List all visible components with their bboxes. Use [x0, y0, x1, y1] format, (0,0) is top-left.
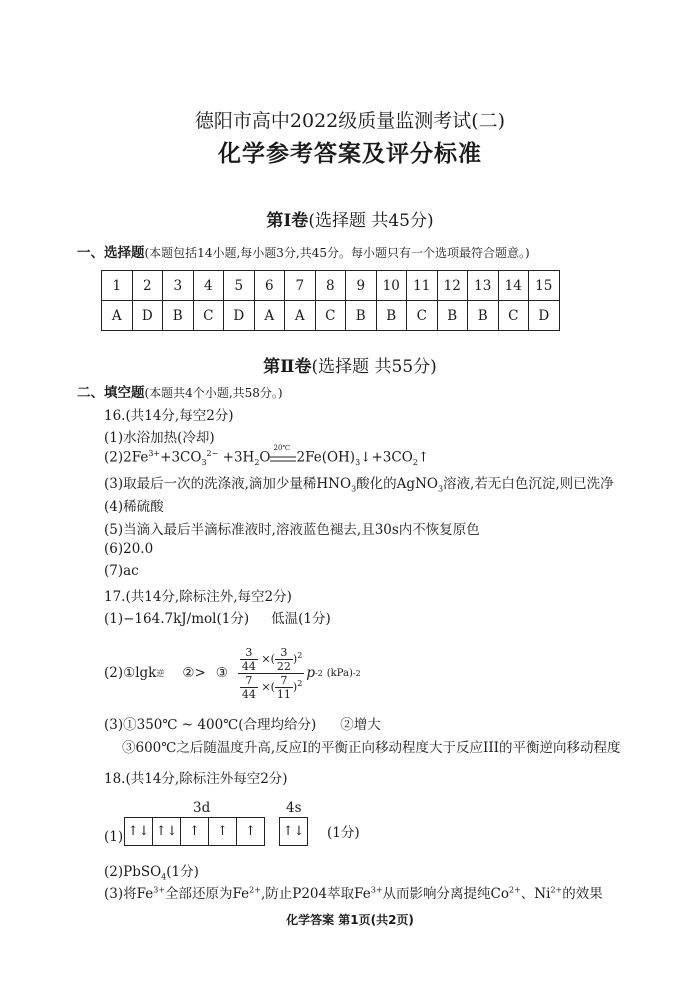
exam-title: 德阳市高中2022级质量监测考试(二)	[194, 110, 506, 132]
unit: (kPa)	[326, 667, 353, 679]
q16-heading: 16.(共14分,每空2分)	[104, 408, 234, 424]
fraction-numerator: 7	[245, 673, 253, 687]
q16-answer-1: (1)水浴加热(冷却)	[104, 430, 215, 446]
part1-title: 第Ⅰ卷	[266, 211, 309, 231]
question-number: 12	[437, 271, 468, 301]
question-number: 4	[193, 271, 224, 301]
orbital-box: ↑↓	[282, 824, 305, 839]
superscript: 2+	[249, 885, 261, 895]
subscript: 2	[412, 458, 418, 468]
answer-cell: B	[163, 301, 194, 331]
part1-title-paren: (选择题 共45分)	[308, 211, 434, 231]
fraction-numerator: 3	[245, 645, 253, 659]
subscript: 2	[254, 458, 260, 468]
answer-cell: D	[224, 301, 255, 331]
subscript: 逆	[156, 668, 165, 678]
answer-cell: C	[193, 301, 224, 331]
answer-cell: A	[254, 301, 285, 331]
q17-answer-3-explanation: ③600℃之后随温度升高,反应I的平衡正向移动程度大于反应III的平衡逆向移动程度	[122, 740, 621, 756]
reaction-arrow	[270, 444, 296, 464]
question-number: 13	[468, 271, 499, 301]
subscript: 3	[437, 484, 444, 494]
part2-heading	[0, 352, 700, 377]
times-sign: ×	[261, 680, 271, 693]
orbital-box: ↑	[209, 818, 237, 845]
page-footer: 化学答案 第1页(共2页)	[286, 913, 414, 927]
answer-cell: D	[132, 301, 163, 331]
question-number: 5	[224, 271, 255, 301]
q16-answer-3	[104, 472, 614, 494]
subscript: 4	[161, 872, 167, 882]
equals-sign-icon	[270, 455, 296, 463]
question-number: 8	[315, 271, 346, 301]
orbital-label-3d: 3d	[193, 800, 211, 816]
answer-cell: A	[102, 301, 133, 331]
fraction-denominator: 11	[276, 687, 291, 701]
question-number: 3	[163, 271, 194, 301]
text: 全部还原为Fe	[165, 886, 250, 902]
text: +3H	[218, 449, 255, 466]
reaction-condition: 20℃	[273, 444, 291, 452]
question-number: 10	[376, 271, 407, 301]
q17-answer-3	[104, 713, 381, 733]
times-sign: ×	[261, 652, 271, 665]
text: ↓+3CO	[360, 449, 413, 466]
q18-answer-3	[104, 882, 603, 902]
answer-cell: C	[315, 301, 346, 331]
exponent: -2	[314, 668, 323, 678]
q18-answer-2	[104, 860, 199, 882]
text: (2)①lgk	[104, 665, 157, 681]
answer-table-number-row	[102, 271, 560, 301]
superscript: 3+	[370, 885, 383, 895]
q16-answer-2	[104, 444, 430, 468]
section2-desc: (本题共4个小题,共58分。)	[144, 386, 283, 400]
question-number: 7	[285, 271, 316, 301]
question-number: 11	[407, 271, 438, 301]
fraction-denominator: 44	[241, 659, 256, 673]
temperature-answer: 低温(1分)	[271, 611, 331, 627]
q16-answer-5: (5)当滴入最后半滴标准液时,溶液蓝色褪去,且30s内不恢复原色	[104, 522, 480, 538]
section1-heading	[77, 241, 530, 261]
orbital-box: ↑	[245, 824, 256, 839]
answer-cell: B	[437, 301, 468, 331]
text: 酸化的AgNO	[356, 476, 438, 492]
question-number: 9	[346, 271, 377, 301]
q18-heading: 18.(共14分,除标注外每空2分)	[104, 771, 288, 787]
enthalpy-answer: (1)−164.7kJ/mol(1分)	[104, 611, 250, 627]
document-title: 化学参考答案及评分标准	[218, 140, 482, 167]
text: 的效果	[562, 886, 603, 902]
answer-cell: B	[468, 301, 499, 331]
q16-answer-6: (6)20.0	[104, 541, 154, 557]
section2-heading	[77, 381, 283, 401]
text: +3CO	[160, 449, 202, 466]
answer-cell: D	[529, 301, 560, 331]
orbital-label-4s: 4s	[286, 800, 302, 816]
answer-cell: B	[376, 301, 407, 331]
text: 从而影响分离提纯Co	[382, 886, 509, 902]
superscript: 2+	[509, 885, 521, 895]
orbital-box: ↑↓	[153, 818, 181, 845]
text: ②>	[182, 665, 206, 681]
superscript: 3+	[148, 449, 161, 458]
question-number: 15	[529, 271, 560, 301]
orbital-diagram-3d	[124, 817, 265, 846]
part2-title: 第Ⅱ卷	[263, 357, 312, 377]
superscript: 2+	[550, 885, 563, 895]
subscript: 3	[351, 484, 357, 494]
exponent: 2	[297, 650, 303, 660]
fraction-numerator: 7	[280, 673, 288, 687]
text: (1分)	[166, 864, 199, 880]
text: (3)取最后一次的洗涤液,滴加少量稀HNO	[104, 476, 352, 492]
q16-answer-4: (4)稀硫酸	[104, 499, 164, 515]
text: (2)PbSO	[104, 864, 162, 880]
kp-denominator: $\frac{7}{44}$ ×( $\frac{7}{11}$ )$^2$	[241, 673, 303, 701]
orbital-box: ↑	[181, 818, 209, 845]
q17-heading: 17.(共14分,除标注外,每空2分)	[104, 589, 292, 605]
text: O	[259, 449, 271, 466]
question-number: 14	[498, 271, 529, 301]
text: ↑	[417, 449, 430, 466]
trend-answer: ②增大	[340, 717, 381, 733]
section1-label: 一、选择题	[77, 245, 145, 261]
text: (2)2Fe	[104, 449, 149, 466]
answer-cell: C	[407, 301, 438, 331]
exponent: 2	[297, 678, 303, 688]
answer-table-answer-row	[102, 301, 560, 331]
fraction-numerator: 3	[280, 645, 288, 659]
fraction-denominator: 22	[276, 659, 291, 673]
question-number: 6	[254, 271, 285, 301]
text: 、Ni	[520, 886, 551, 902]
superscript: 2−	[206, 449, 219, 458]
answer-cell: C	[498, 301, 529, 331]
orbital-diagram-4s	[279, 817, 308, 846]
part1-heading	[0, 206, 700, 231]
part2-title-paren: (选择题 共55分)	[311, 357, 437, 377]
text: 2Fe(OH)	[296, 449, 356, 466]
text: ③	[215, 665, 228, 681]
section2-label: 二、填空题	[77, 385, 145, 401]
q18-answer-1-score: (1分)	[327, 825, 360, 841]
question-number: 1	[102, 271, 133, 301]
kp-numerator: $\frac{3}{44}$ ×( $\frac{3}{22}$ )$^2$	[241, 645, 303, 673]
subscript: 3	[201, 458, 207, 468]
pressure-symbol: p	[306, 665, 315, 681]
text: ,防止P204萃取Fe	[260, 886, 371, 902]
q17-answer-2	[104, 643, 361, 703]
text: 溶液,若无白色沉淀,则已洗净	[443, 476, 614, 492]
answer-table	[101, 270, 560, 331]
answer-cell: A	[285, 301, 316, 331]
q17-answer-1	[104, 607, 331, 627]
question-number: 2	[132, 271, 163, 301]
answer-cell: B	[346, 301, 377, 331]
temperature-range-answer: (3)①350℃ ~ 400℃(合理均给分)	[104, 717, 317, 733]
text: (3)将Fe	[104, 886, 154, 902]
orbital-box: ↑↓	[125, 818, 153, 845]
fraction-denominator: 44	[241, 687, 256, 701]
superscript: 3+	[153, 885, 166, 895]
q18-answer-1-label: (1)	[104, 829, 124, 845]
q16-answer-7: (7)ac	[104, 563, 139, 579]
kp-expression	[238, 646, 304, 701]
exponent: -2	[352, 668, 361, 678]
subscript: 3	[355, 458, 361, 468]
section1-desc: (本题包括14小题,每小题3分,共45分。每小题只有一个选项最符合题意。)	[144, 246, 530, 260]
